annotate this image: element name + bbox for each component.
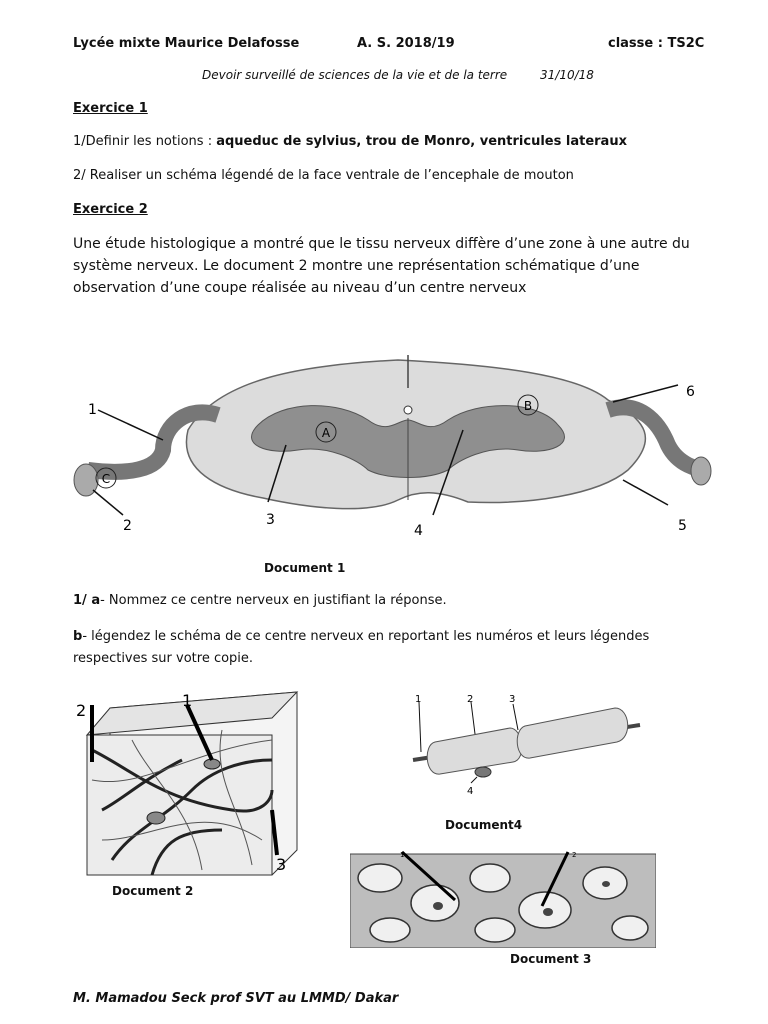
doc1-label-3: 3 <box>266 512 275 528</box>
ganglion-right <box>691 457 711 485</box>
doc1-label-2: 2 <box>123 518 132 534</box>
zone-a-label: A <box>321 426 331 440</box>
doc4-line-4 <box>471 777 477 783</box>
school-year: A. S. 2018/19 <box>357 36 455 51</box>
doc2-label-2: 2 <box>76 701 87 720</box>
footer-author: M. Mamadou Seck prof SVT au LMMD/ Dakar <box>73 991 399 1006</box>
doc4-label-1: 1 <box>415 694 422 705</box>
q1b-text: - légendez le schéma de ce centre nerveux en reportant les numéros et leurs légendes respectives sur votre copie. <box>73 629 650 666</box>
doc3-label-1: 1 <box>400 851 405 859</box>
document-2-caption: Document 2 <box>112 884 194 898</box>
exam-date: 31/10/18 <box>540 68 594 82</box>
schwann-nucleus <box>475 767 491 777</box>
q1a-text: - Nommez ce centre nerveux en justifiant la réponse. <box>100 593 447 608</box>
ex1-q1-prefix: 1/Definir les notions : <box>73 134 217 149</box>
doc1-label-1: 1 <box>88 402 97 418</box>
document-4-figure <box>405 690 650 800</box>
exam-subtitle: Devoir surveillé de sciences de la vie et de la terre <box>202 68 508 82</box>
doc4-line-3 <box>513 704 518 730</box>
doc4-line-2 <box>471 702 475 734</box>
q1a-prefix: 1/ a <box>73 593 101 608</box>
doc1-label-6: 6 <box>686 384 695 400</box>
zone-c-label: C <box>101 472 111 486</box>
class-name: classe : TS2C <box>608 36 705 51</box>
central-canal <box>404 406 412 414</box>
ex2-intro: Une étude histologique a montré que le tissu nerveux diffère d’une zone à une autre du système nerveux. Le document 2 montre une représentation schématique d’une observation d’une coupe réalisée au niveau d’un centre nerveux <box>73 236 690 296</box>
document-3-figure <box>350 848 656 948</box>
document-4-caption: Document4 <box>445 818 523 832</box>
ex2-question-1b <box>73 626 713 670</box>
doc4-label-3: 3 <box>509 694 516 705</box>
doc2-label-3: 3 <box>276 855 287 874</box>
myelin-sheath-1 <box>427 728 522 774</box>
doc4-line-1 <box>419 702 421 752</box>
doc4-label-2: 2 <box>467 694 474 705</box>
ex1-q1-terms: aqueduc de sylvius, trou de Monro, ventricules lateraux <box>216 134 627 149</box>
doc2-label-1: 1 <box>182 691 193 710</box>
doc1-label-4: 4 <box>414 523 423 539</box>
zone-b-label: B <box>523 399 533 413</box>
doc3-label-2: 2 <box>572 851 577 859</box>
ex2-question-1a <box>73 593 447 608</box>
exercise-1-title: Exercice 1 <box>73 101 148 116</box>
exercise-2-title: Exercice 2 <box>73 202 148 217</box>
document-3-caption: Document 3 <box>510 952 592 966</box>
document-1-figure <box>68 330 716 548</box>
school-name: Lycée mixte Maurice Delafosse <box>73 36 300 51</box>
ex1-question-1 <box>73 134 627 149</box>
document-2-figure <box>72 690 302 880</box>
doc1-label-5: 5 <box>678 518 687 534</box>
document-1-caption: Document 1 <box>264 561 346 575</box>
q1b-prefix: b <box>73 629 83 644</box>
ex1-question-2: 2/ Realiser un schéma légendé de la face ventrale de l’encephale de mouton <box>73 168 574 183</box>
myelin-sheath-2 <box>517 708 627 758</box>
doc4-label-4: 4 <box>467 786 474 797</box>
